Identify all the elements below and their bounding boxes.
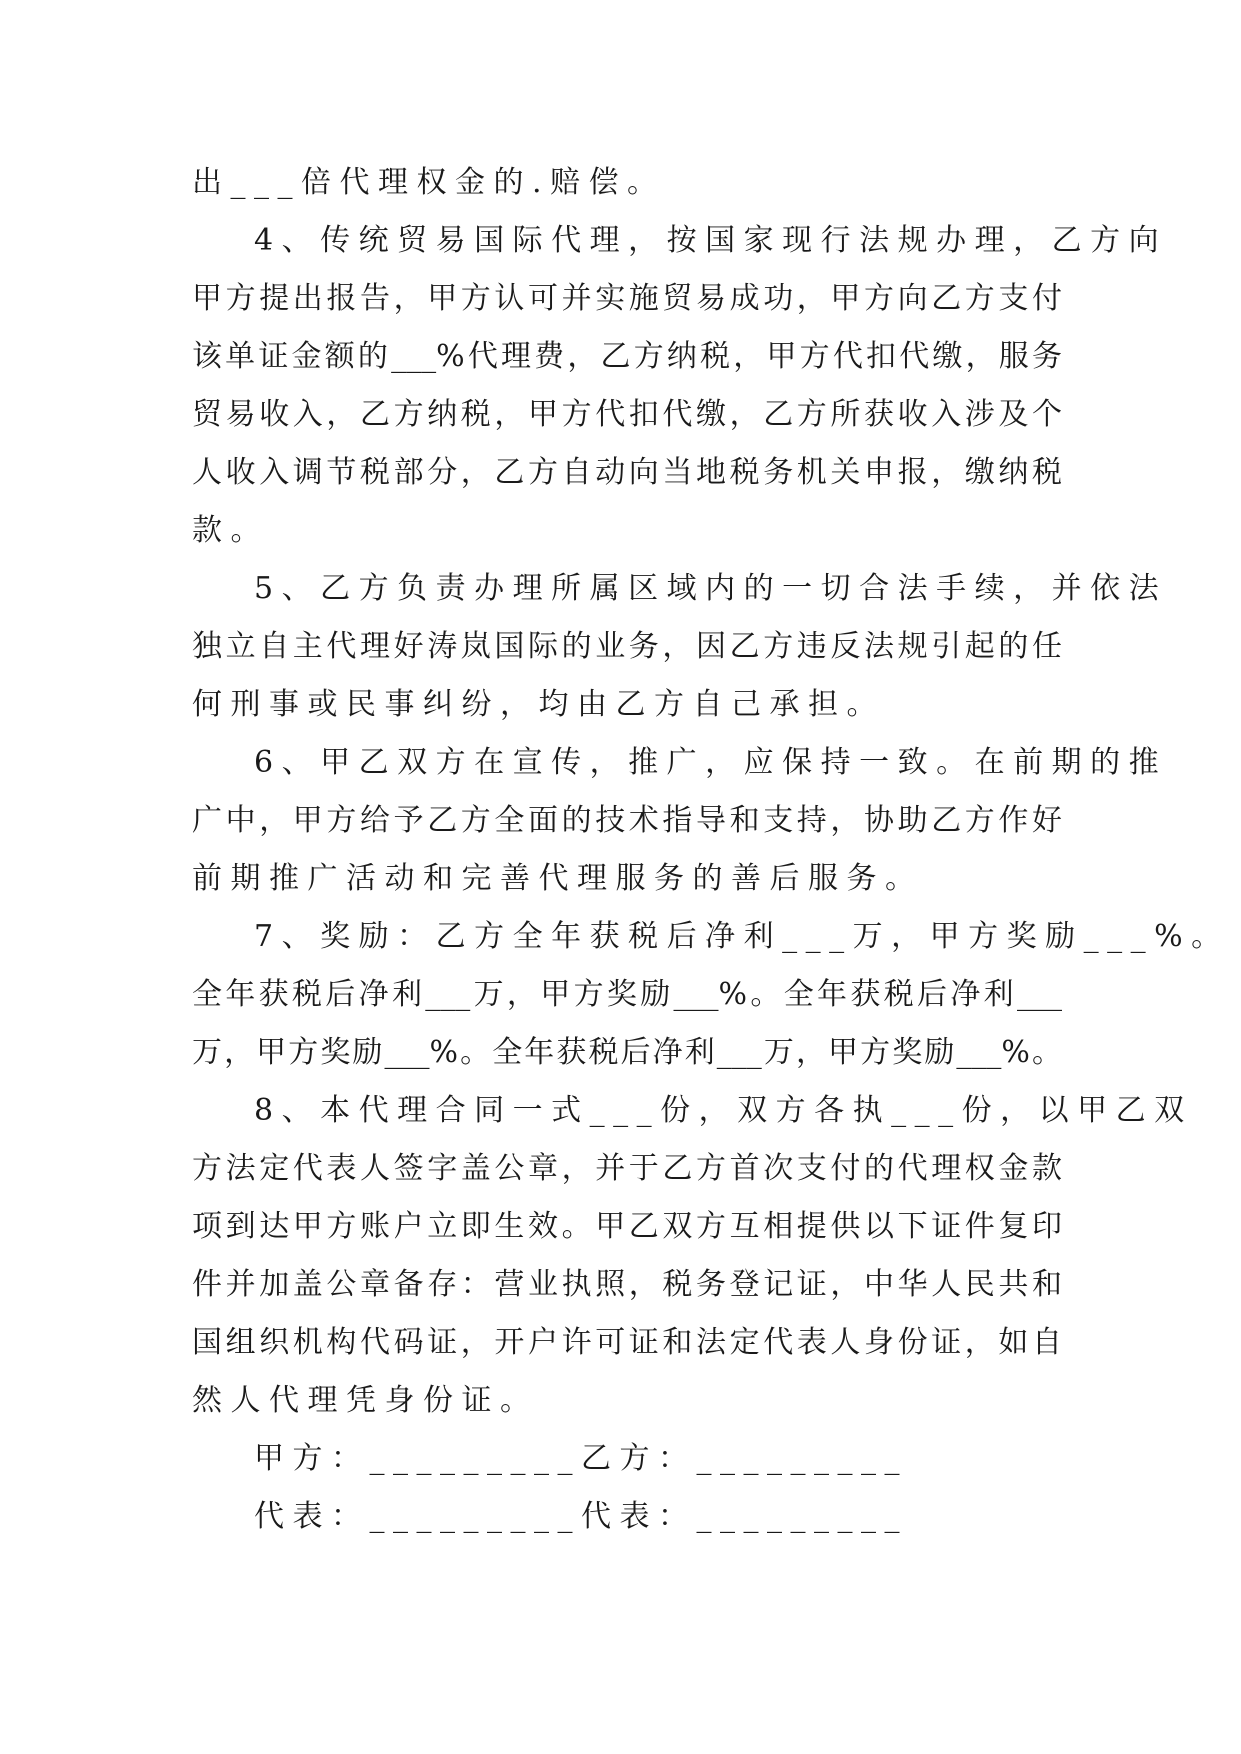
body-line: 独立自主代理好涛岚国际的业务，因乙方违反法规引起的任 (192, 629, 1062, 664)
clause-7-line: 7、奖励：乙方全年获税后净利___万，甲方奖励___%。 (254, 919, 1230, 954)
body-line: 国组织机构代码证，开户许可证和法定代表人身份证，如自 (192, 1325, 1062, 1360)
body-line: 贸易收入，乙方纳税，甲方代扣代缴，乙方所获收入涉及个 (192, 397, 1062, 432)
body-line: 该单证金额的___%代理费，乙方纳税，甲方代扣代缴，服务 (192, 339, 1062, 374)
clause-5-line: 5、乙方负责办理所属区域内的一切合法手续，并依法 (254, 571, 1168, 606)
body-line: 广中，甲方给予乙方全面的技术指导和支持，协助乙方作好 (192, 803, 1062, 838)
clause-6-line: 6、甲乙双方在宣传，推广，应保持一致。在前期的推 (254, 745, 1168, 780)
signature-party-line: 甲方：_________乙方：_________ (254, 1441, 908, 1476)
body-line: 前期推广活动和完善代理服务的善后服务。 (192, 861, 924, 896)
body-line: 然人代理凭身份证。 (192, 1383, 539, 1418)
document-page (192, 154, 1230, 1546)
body-line: 甲方提出报告，甲方认可并实施贸易成功，甲方向乙方支付 (192, 281, 1062, 316)
signature-representative-line: 代表：_________代表：_________ (254, 1499, 908, 1534)
body-line: 项到达甲方账户立即生效。甲乙双方互相提供以下证件复印 (192, 1209, 1062, 1244)
body-line: 出___倍代理权金的.赔偿。 (192, 165, 666, 200)
body-line: 人收入调节税部分，乙方自动向当地税务机关申报，缴纳税 (192, 455, 1062, 490)
body-line: 件并加盖公章备存：营业执照，税务登记证，中华人民共和 (192, 1267, 1062, 1302)
body-line: 万，甲方奖励___%。全年获税后净利___万，甲方奖励___%。 (192, 1035, 1062, 1070)
body-line: 全年获税后净利___万，甲方奖励___%。全年获税后净利___ (192, 977, 1062, 1012)
clause-8-line: 8、本代理合同一式___份，双方各执___份，以甲乙双 (254, 1093, 1193, 1128)
body-line: 方法定代表人签字盖公章，并于乙方首次支付的代理权金款 (192, 1151, 1062, 1186)
clause-4-line: 4、传统贸易国际代理，按国家现行法规办理，乙方向 (254, 223, 1168, 258)
body-line: 款。 (192, 513, 269, 548)
body-line: 何刑事或民事纠纷，均由乙方自己承担。 (192, 687, 885, 722)
